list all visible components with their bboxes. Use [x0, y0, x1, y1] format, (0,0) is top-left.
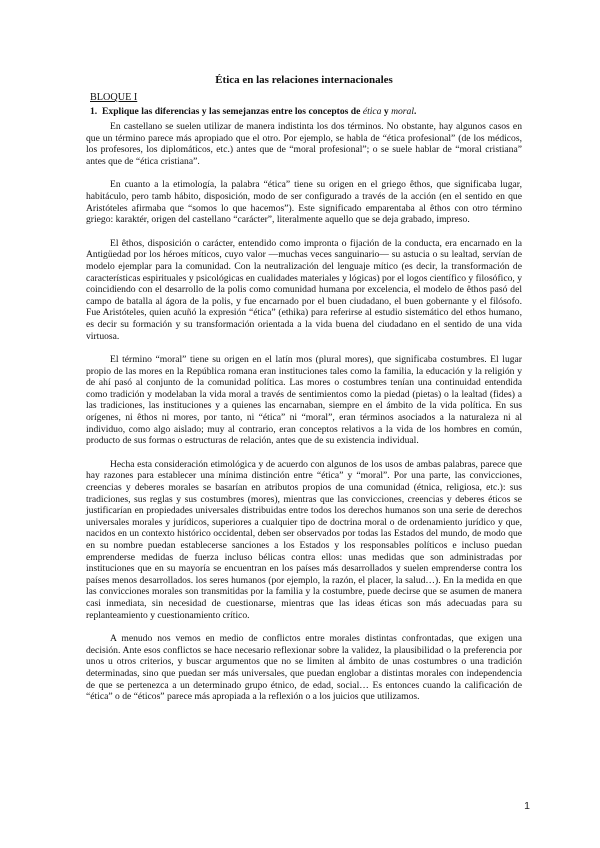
- question-text: Explique las diferencias y las semejanzas entre los conceptos de: [102, 106, 363, 117]
- question-term-ethics: ética: [362, 106, 382, 117]
- page-number: 1: [524, 800, 530, 812]
- paragraph-conflicts: A menudo nos vemos en medio de conflictos entre morales distintas confrontadas, que exigen una decisión. Ante esos conflictos se hace necesario reflexionar sobre la validez, la plausibilidad o la preferencia por unos u otros criterios, y buscar argumentos que no se limiten al ámbito de unas costumbres o una tradición determinadas, sino que puedan ser más universales, que puedan englobar a distintas morales con independencia de que se pertenezca a un determinado grupo étnico, de edad, social… Es entonces cuando la calificación de “ética” o de “éticos” parece más apropiada a la reflexión o a los juicios que utilizamos.: [86, 633, 522, 703]
- question-term-moral: moral: [391, 106, 414, 117]
- paragraph-etymology-ethos: En cuanto a la etimología, la palabra “ética” tiene su origen en el griego êthos, que significaba lugar, habitáculo, pero tamb hábito, disposición, modo de ser configurado a través de la acción (en el sentido en que Aristóteles afirmaba que “somos lo que hacemos”). Este significado emparentaba al êthos con otro término griego: karaktér, origen del castellano “carácter”, literalmente aquello que se deja grabado, impreso.: [86, 179, 522, 226]
- question-number: 1.: [90, 106, 98, 117]
- paragraph-distinction: Hecha esta consideración etimológica y de acuerdo con algunos de los usos de ambas palabras, parece que hay razones para establecer una mínima distinción entre “ética” y “moral”. Por una parte, las convicciones, creencias y deberes morales se basarían en atributos propios de una comunidad (étnica, religiosa, etc.): sus tradiciones, sus reglas y sus costumbres (mores), mientras que las convicciones, creencias y deberes éticos se justificarían en propiedades universales distribuidas entre todos los derechos humanos son una serie de derechos universales morales y jurídicos, superiores a cualquier tipo de doctrina moral o de ordenamiento jurídico y que, nacidos en un contexto histórico occidental, deben ser observados por todas las Estados del mundo, de modo que en su nombre puedan establecerse sanciones a los Estados y los responsables políticos e incluso puedan emprenderse medidas de fuerza incluso bélicas contra ellos: unas medidas que son administradas por instituciones que en su mayoría se encuentran en los países más desarrollados y suelen emprenderse contra los países menos desarrollados. los seres humanos (por ejemplo, la razón, el placer, la salud…). En la medida en que las convicciones morales son transmitidas por la familia y la costumbre, puede decirse que se asumen de manera casi inmediata, sin necesidad de cuestionarse, mientras que las ideas éticas son más adecuadas para su replanteamiento y cuestionamiento crítico.: [86, 458, 522, 621]
- question-heading: [90, 106, 522, 118]
- block-label: BLOQUE I: [90, 92, 138, 103]
- question-end: .: [413, 106, 417, 117]
- question-connector: y: [381, 106, 392, 117]
- paragraph-ethos-history: El êthos, disposición o carácter, entendido como impronta o fijación de la conducta, era encarnado en la Antigüedad por los héroes míticos, cuyo valor —muchas veces sanguinario— su astucia o su lealtad, servían de modelo ejemplar para la comunidad. Con la neutralización del lenguaje mítico (es decir, la transformación de características espirituales y psicológicas en cualidades materiales y lógicas) por el logos científico y filosófico, y coincidiendo con el desarrollo de la polis como comunidad humana por excelencia, el modelo de êthos pasó del campo de batalla al ágora de la polis, y fue encarnado por el buen ciudadano, el buen gobernante y el filósofo. Fue Aristóteles, quien acuñó la expresión “ética” (ethika) para referirse al estudio sistemático del ethos humano, es decir su formación y su transformación orientada a la vida buena del ciudadano en el sentido de una vida virtuosa.: [86, 237, 522, 342]
- document-page: [86, 74, 522, 715]
- document-title: Ética en las relaciones internacionales: [215, 74, 393, 86]
- paragraph-usage: En castellano se suelen utilizar de manera indistinta los dos términos. No obstante, hay algunos casos en que un término parece más apropiado que el otro. Por ejemplo, se habla de “ética profesional” (de los médicos, los profesores, los diplomáticos, etc.) antes que de “moral profesional”; o se suele hablar de “moral cristiana” antes que de “ética cristiana”.: [86, 121, 522, 167]
- paragraph-moral-origin: El término “moral” tiene su origen en el latín mos (plural mores), que significaba costumbres. El lugar propio de las mores en la República romana eran instituciones tales como la familia, la educación y la religión y de ahí pasó al conjunto de la comunidad política. Las mores o costumbres tenían una continuidad entendida como tradición y modelaban la vida moral a través de sentimientos como la piedad (pietas) o la lealtad (fides) a las tradiciones, las instituciones y a quienes las encarnaban, siempre en el ámbito de la vida política. En sus orígenes, ni êthos ni mores, por tanto, ni “ética” ni “moral”, eran términos asociados a la naturaleza ni al individuo, como algo aislado; muy al contrario, eran conceptos relativos a la vida de los hombres en común, producto de sus formas o estructuras de relación, antes que de su existencia individual.: [86, 354, 522, 447]
